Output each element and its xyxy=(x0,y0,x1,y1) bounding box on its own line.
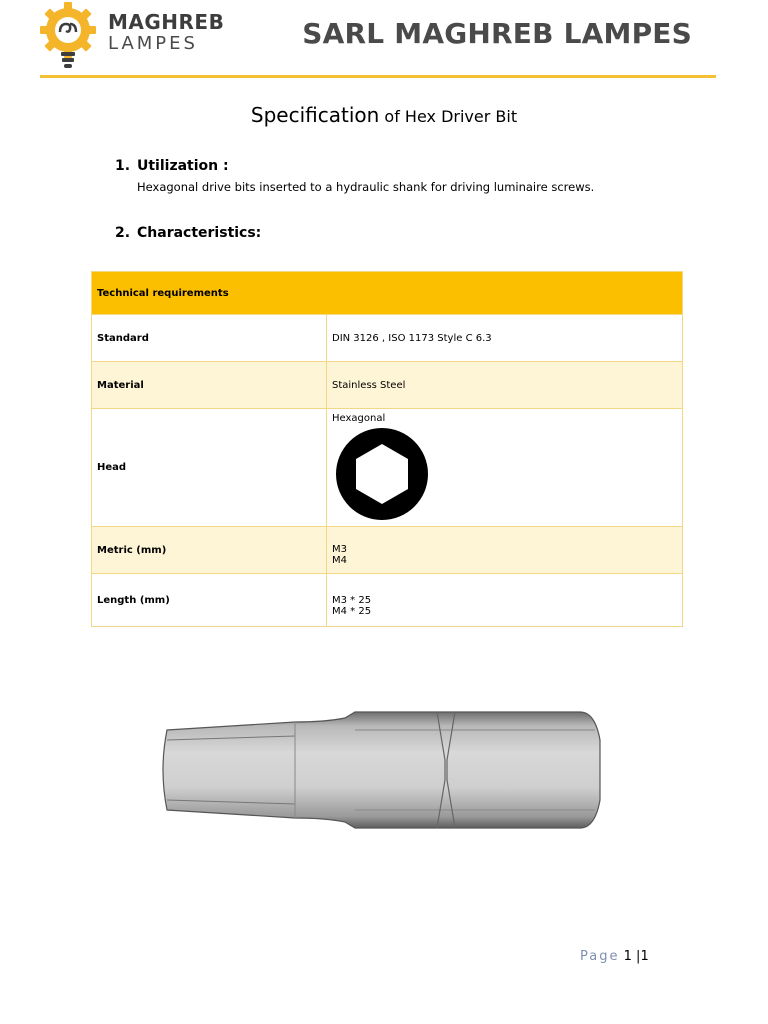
row-value: DIN 3126 , ISO 1173 Style C 6.3 xyxy=(327,315,683,362)
table-row xyxy=(92,527,683,574)
section-utilization-text: Hexagonal drive bits inserted to a hydraulic shank for driving luminaire screws. xyxy=(137,180,595,194)
page-header xyxy=(0,0,768,80)
table-header: Technical requirements xyxy=(92,272,683,315)
logo-text-maghreb: MAGHREB xyxy=(108,10,225,34)
company-name: SARL MAGHREB LAMPES xyxy=(302,17,692,50)
spec-table xyxy=(91,271,683,627)
row-key: Material xyxy=(92,362,327,409)
row-value: M4 xyxy=(332,555,347,566)
table-row xyxy=(92,362,683,409)
page-footer xyxy=(580,949,649,964)
hex-driver-bit-image xyxy=(155,700,610,840)
header-rule xyxy=(40,75,716,78)
row-value: M3 * 25 xyxy=(332,595,372,606)
row-key: Length (mm) xyxy=(92,574,327,627)
page-word: Page xyxy=(580,949,620,964)
page-current: 1 xyxy=(623,949,632,964)
document-title xyxy=(0,103,768,127)
table-header-row xyxy=(92,272,683,315)
section-characteristics-heading: 2. Characteristics: xyxy=(115,225,262,241)
table-row xyxy=(92,409,683,527)
section-utilization-heading: 1. Utilization : xyxy=(115,158,229,174)
page-separator: | xyxy=(636,949,641,964)
row-value: M3 xyxy=(332,544,347,555)
row-value: M4 * 25 xyxy=(332,606,372,617)
row-value-cell xyxy=(327,574,683,627)
logo-text-lampes: LAMPES xyxy=(108,33,198,54)
hex-socket-icon xyxy=(332,426,432,522)
row-value: Hexagonal xyxy=(332,413,386,424)
gear-bulb-icon xyxy=(36,2,100,70)
table-row xyxy=(92,315,683,362)
title-rest: of Hex Driver Bit xyxy=(384,107,518,126)
row-value-cell xyxy=(327,409,683,527)
row-key: Standard xyxy=(92,315,327,362)
row-value: Stainless Steel xyxy=(327,362,683,409)
table-row xyxy=(92,574,683,627)
title-main: Specification xyxy=(250,103,380,127)
row-key: Metric (mm) xyxy=(92,527,327,574)
row-value-cell xyxy=(327,527,683,574)
page-total: 1 xyxy=(640,949,649,964)
row-key: Head xyxy=(92,409,327,527)
